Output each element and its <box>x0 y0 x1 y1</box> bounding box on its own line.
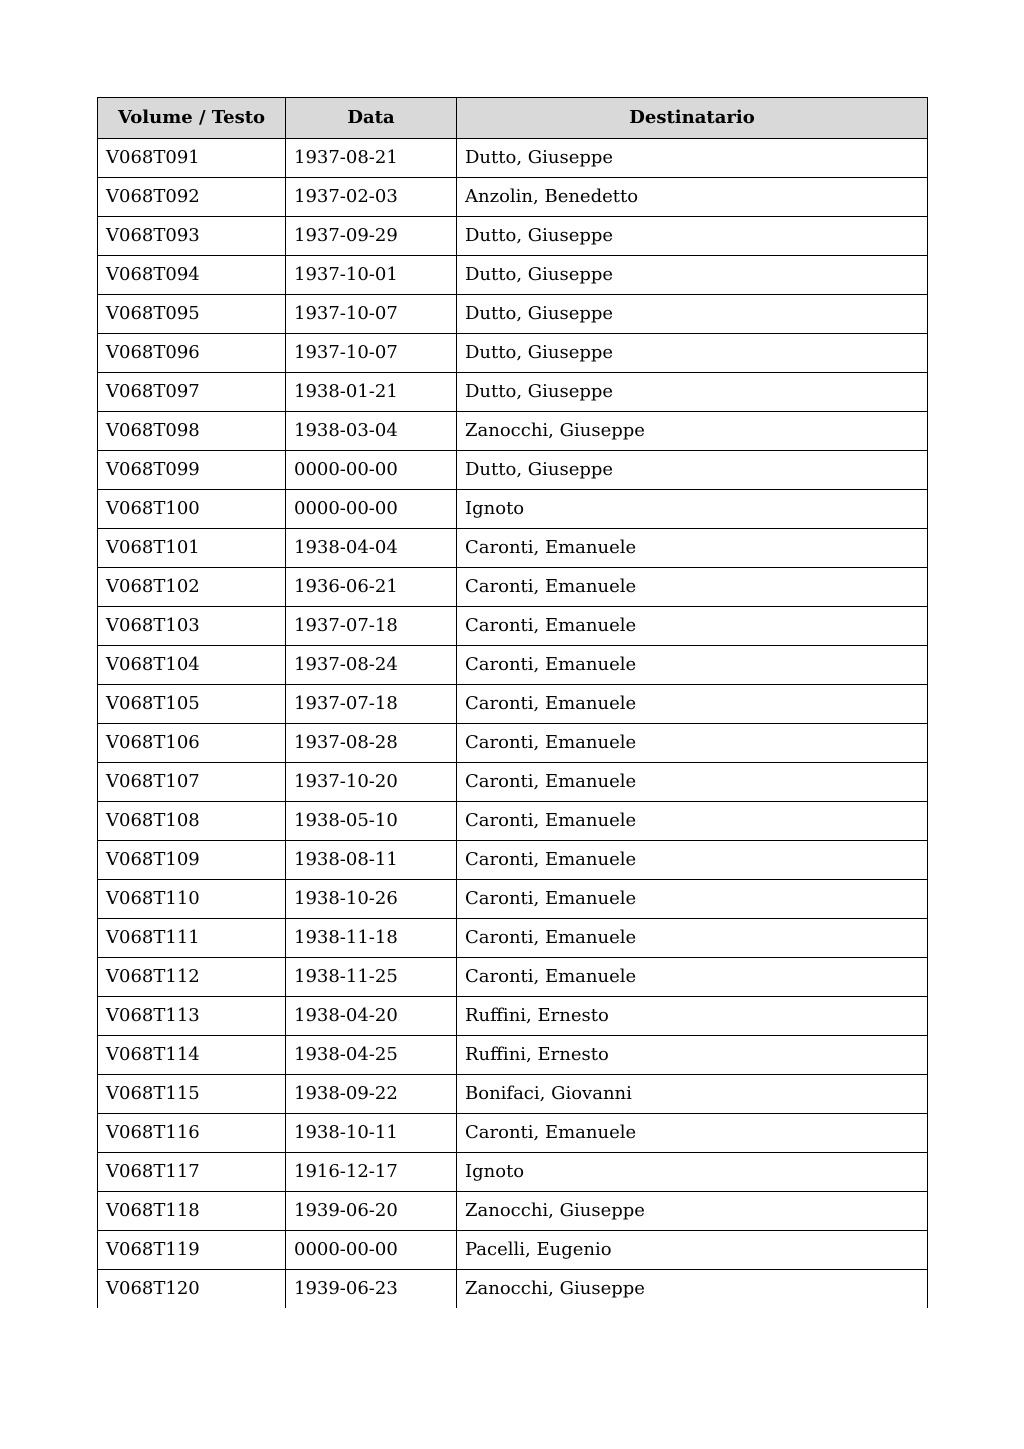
cell-data: 1938-08-11 <box>286 841 457 880</box>
cell-volume-testo: V068T099 <box>98 451 286 490</box>
table-row <box>98 880 928 919</box>
cell-destinatario: Caronti, Emanuele <box>457 568 928 607</box>
table-row <box>98 568 928 607</box>
cell-volume-testo: V068T108 <box>98 802 286 841</box>
cell-volume-testo: V068T102 <box>98 568 286 607</box>
cell-volume-testo: V068T096 <box>98 334 286 373</box>
table-row <box>98 997 928 1036</box>
cell-data: 1937-07-18 <box>286 685 457 724</box>
cell-destinatario: Caronti, Emanuele <box>457 607 928 646</box>
cell-volume-testo: V068T116 <box>98 1114 286 1153</box>
cell-destinatario: Caronti, Emanuele <box>457 763 928 802</box>
cell-data: 1937-02-03 <box>286 178 457 217</box>
table-row <box>98 1270 928 1309</box>
cell-destinatario: Caronti, Emanuele <box>457 685 928 724</box>
cell-destinatario: Caronti, Emanuele <box>457 919 928 958</box>
cell-destinatario: Dutto, Giuseppe <box>457 217 928 256</box>
cell-data: 1936-06-21 <box>286 568 457 607</box>
cell-volume-testo: V068T098 <box>98 412 286 451</box>
table-row <box>98 724 928 763</box>
cell-destinatario: Dutto, Giuseppe <box>457 451 928 490</box>
table-row <box>98 841 928 880</box>
cell-data: 1939-06-23 <box>286 1270 457 1309</box>
header-row <box>98 98 928 139</box>
column-header-data: Data <box>286 98 457 139</box>
table-row <box>98 334 928 373</box>
cell-data: 1938-11-25 <box>286 958 457 997</box>
cell-data: 1938-04-04 <box>286 529 457 568</box>
cell-data: 1938-10-26 <box>286 880 457 919</box>
column-header-destinatario: Destinatario <box>457 98 928 139</box>
table-row <box>98 373 928 412</box>
table-row <box>98 217 928 256</box>
table-row <box>98 919 928 958</box>
cell-volume-testo: V068T115 <box>98 1075 286 1114</box>
table-row <box>98 451 928 490</box>
cell-data: 1939-06-20 <box>286 1192 457 1231</box>
cell-volume-testo: V068T107 <box>98 763 286 802</box>
cell-volume-testo: V068T113 <box>98 997 286 1036</box>
cell-volume-testo: V068T101 <box>98 529 286 568</box>
cell-volume-testo: V068T091 <box>98 139 286 178</box>
table-header <box>98 98 928 139</box>
cell-destinatario: Caronti, Emanuele <box>457 841 928 880</box>
cell-data: 1938-04-25 <box>286 1036 457 1075</box>
table-row <box>98 412 928 451</box>
cell-volume-testo: V068T109 <box>98 841 286 880</box>
table-row <box>98 1192 928 1231</box>
table-row <box>98 802 928 841</box>
cell-destinatario: Dutto, Giuseppe <box>457 334 928 373</box>
cell-destinatario: Caronti, Emanuele <box>457 1114 928 1153</box>
cell-destinatario: Caronti, Emanuele <box>457 880 928 919</box>
cell-volume-testo: V068T112 <box>98 958 286 997</box>
table-row <box>98 1075 928 1114</box>
cell-volume-testo: V068T106 <box>98 724 286 763</box>
cell-data: 0000-00-00 <box>286 451 457 490</box>
cell-destinatario: Anzolin, Benedetto <box>457 178 928 217</box>
column-header-volume-testo: Volume / Testo <box>98 98 286 139</box>
cell-volume-testo: V068T092 <box>98 178 286 217</box>
cell-volume-testo: V068T117 <box>98 1153 286 1192</box>
cell-data: 1937-10-07 <box>286 334 457 373</box>
cell-volume-testo: V068T114 <box>98 1036 286 1075</box>
cell-data: 1938-11-18 <box>286 919 457 958</box>
cell-data: 0000-00-00 <box>286 490 457 529</box>
table-row <box>98 529 928 568</box>
cell-data: 1937-08-21 <box>286 139 457 178</box>
cell-volume-testo: V068T093 <box>98 217 286 256</box>
cell-destinatario: Ruffini, Ernesto <box>457 997 928 1036</box>
cell-volume-testo: V068T094 <box>98 256 286 295</box>
table-row <box>98 295 928 334</box>
table-row <box>98 685 928 724</box>
cell-data: 1937-10-20 <box>286 763 457 802</box>
table-row <box>98 1231 928 1270</box>
table-row <box>98 1114 928 1153</box>
cell-data: 0000-00-00 <box>286 1231 457 1270</box>
letters-table <box>97 97 928 1308</box>
cell-volume-testo: V068T103 <box>98 607 286 646</box>
cell-destinatario: Ignoto <box>457 1153 928 1192</box>
cell-volume-testo: V068T105 <box>98 685 286 724</box>
table-row <box>98 607 928 646</box>
table-row <box>98 763 928 802</box>
table-row <box>98 1036 928 1075</box>
cell-volume-testo: V068T100 <box>98 490 286 529</box>
cell-data: 1938-01-21 <box>286 373 457 412</box>
cell-data: 1937-10-01 <box>286 256 457 295</box>
table-row <box>98 958 928 997</box>
cell-data: 1937-10-07 <box>286 295 457 334</box>
cell-destinatario: Dutto, Giuseppe <box>457 256 928 295</box>
cell-volume-testo: V068T097 <box>98 373 286 412</box>
table-row <box>98 646 928 685</box>
cell-data: 1937-08-24 <box>286 646 457 685</box>
cell-destinatario: Zanocchi, Giuseppe <box>457 1192 928 1231</box>
cell-data: 1938-03-04 <box>286 412 457 451</box>
table-body <box>98 139 928 1309</box>
cell-destinatario: Caronti, Emanuele <box>457 724 928 763</box>
table-row <box>98 256 928 295</box>
cell-destinatario: Caronti, Emanuele <box>457 646 928 685</box>
cell-volume-testo: V068T095 <box>98 295 286 334</box>
cell-destinatario: Ignoto <box>457 490 928 529</box>
cell-destinatario: Zanocchi, Giuseppe <box>457 412 928 451</box>
cell-destinatario: Bonifaci, Giovanni <box>457 1075 928 1114</box>
cell-destinatario: Caronti, Emanuele <box>457 958 928 997</box>
cell-data: 1938-04-20 <box>286 997 457 1036</box>
cell-data: 1916-12-17 <box>286 1153 457 1192</box>
cell-destinatario: Caronti, Emanuele <box>457 802 928 841</box>
cell-volume-testo: V068T119 <box>98 1231 286 1270</box>
cell-volume-testo: V068T110 <box>98 880 286 919</box>
table-row <box>98 490 928 529</box>
cell-data: 1938-09-22 <box>286 1075 457 1114</box>
cell-destinatario: Zanocchi, Giuseppe <box>457 1270 928 1309</box>
cell-data: 1937-08-28 <box>286 724 457 763</box>
cell-volume-testo: V068T104 <box>98 646 286 685</box>
cell-data: 1937-07-18 <box>286 607 457 646</box>
table-row <box>98 139 928 178</box>
cell-destinatario: Ruffini, Ernesto <box>457 1036 928 1075</box>
cell-volume-testo: V068T118 <box>98 1192 286 1231</box>
cell-volume-testo: V068T120 <box>98 1270 286 1309</box>
cell-data: 1938-05-10 <box>286 802 457 841</box>
cell-destinatario: Dutto, Giuseppe <box>457 139 928 178</box>
cell-destinatario: Dutto, Giuseppe <box>457 373 928 412</box>
cell-data: 1937-09-29 <box>286 217 457 256</box>
cell-data: 1938-10-11 <box>286 1114 457 1153</box>
cell-volume-testo: V068T111 <box>98 919 286 958</box>
cell-destinatario: Caronti, Emanuele <box>457 529 928 568</box>
cell-destinatario: Pacelli, Eugenio <box>457 1231 928 1270</box>
table-row <box>98 178 928 217</box>
cell-destinatario: Dutto, Giuseppe <box>457 295 928 334</box>
table-row <box>98 1153 928 1192</box>
